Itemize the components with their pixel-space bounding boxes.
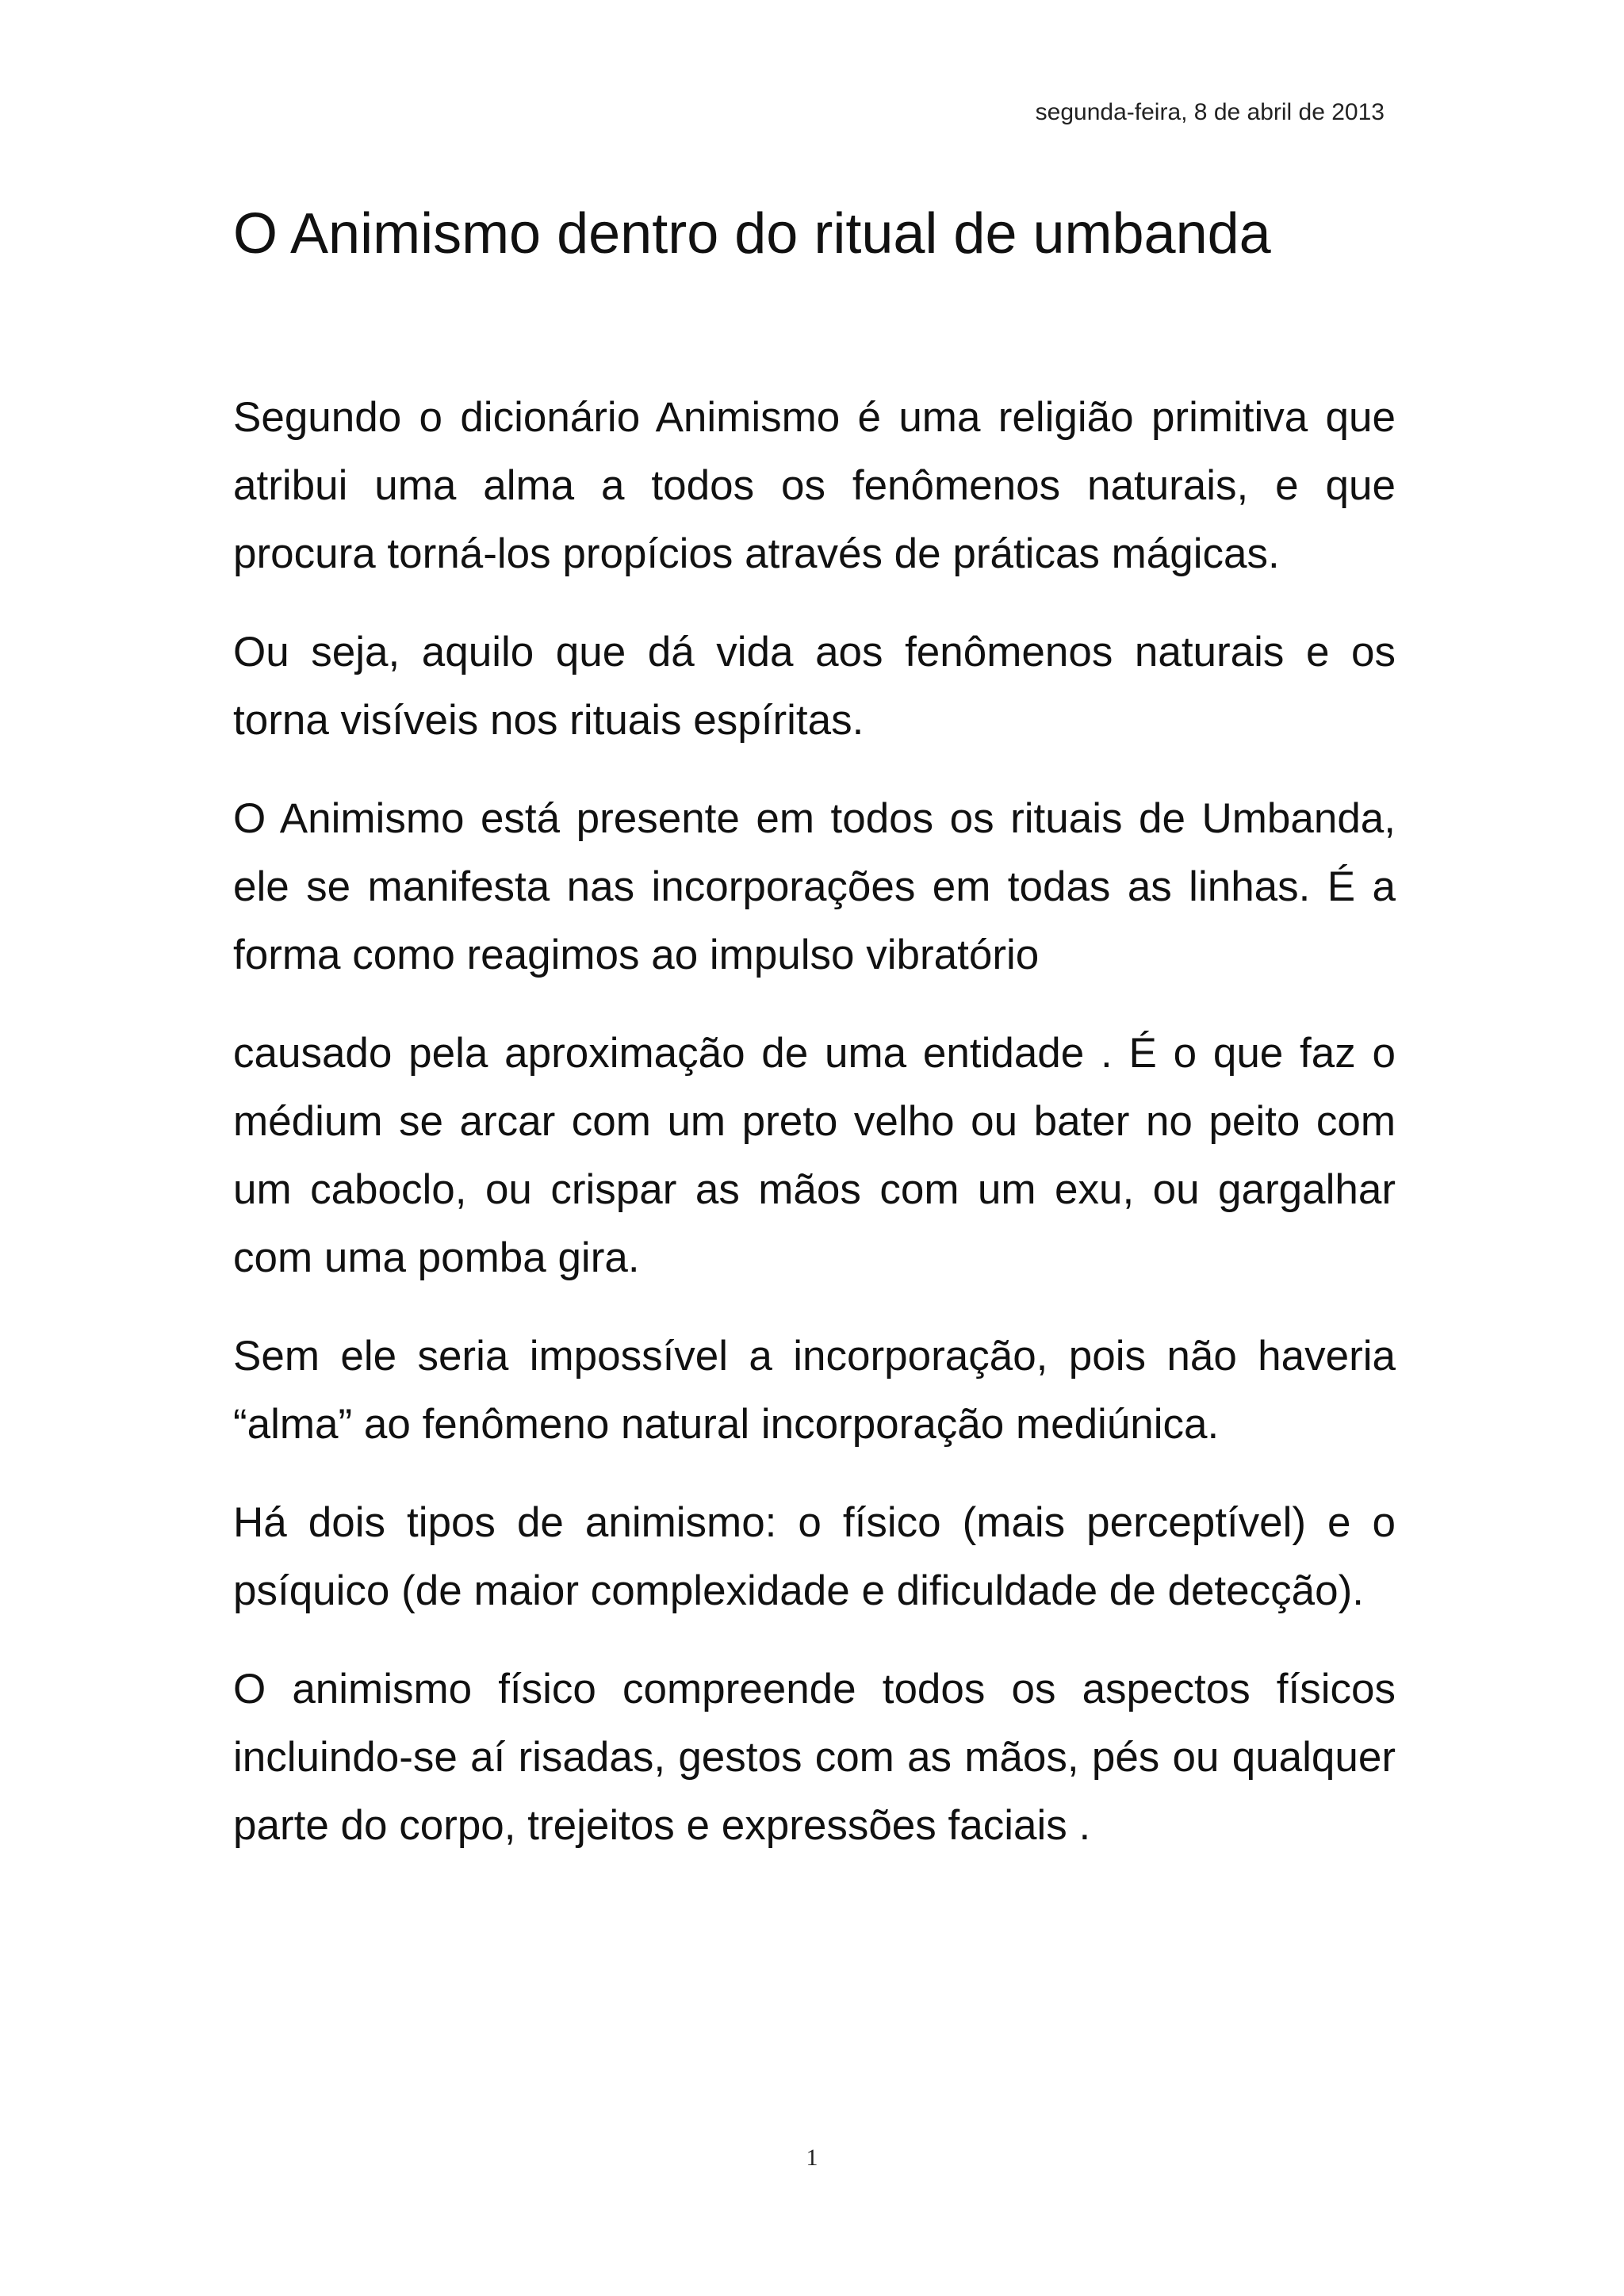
paragraph-types: Há dois tipos de animismo: o físico (mais perceptível) e o psíquico (de maior complexidade e dificuldade de detecção). (233, 1499, 1396, 1614)
paragraph-definition: Segundo o dicionário Animismo é uma religião primitiva que atribui uma alma a todos os fenômenos naturais, e que procura torná-los propícios através de práticas mágicas. (233, 394, 1396, 577)
paragraph-presence: O Animismo está presente em todos os rituais de Umbanda, ele se manifesta nas incorporações em todas as linhas. É a forma como reagimos ao impulso vibratório (233, 795, 1396, 978)
document-date: segunda-feira, 8 de abril de 2013 (1035, 99, 1385, 125)
paragraph-physical-animism: O animismo físico compreende todos os aspectos físicos incluindo-se aí risadas, gestos com as mãos, pés ou qualquer parte do corpo, trejeitos e expressões faciais . (233, 1666, 1396, 1849)
page-number: 1 (806, 2145, 818, 2171)
paragraph-necessity: Sem ele seria impossível a incorporação, pois não haveria “alma” ao fenômeno natural incorporação mediúnica. (233, 1333, 1396, 1448)
document-body (233, 384, 1396, 1890)
paragraph-manifestation: causado pela aproximação de uma entidade . É o que faz o médium se arcar com um preto velho ou bater no peito com um caboclo, ou crispar as mãos com um exu, ou gargalhar com uma pomba gira. (233, 1030, 1396, 1281)
document-title: O Animismo dentro do ritual de umbanda (233, 202, 1271, 266)
paragraph-explanation: Ou seja, aquilo que dá vida aos fenômenos naturais e os torna visíveis nos rituais espíritas. (233, 629, 1396, 744)
